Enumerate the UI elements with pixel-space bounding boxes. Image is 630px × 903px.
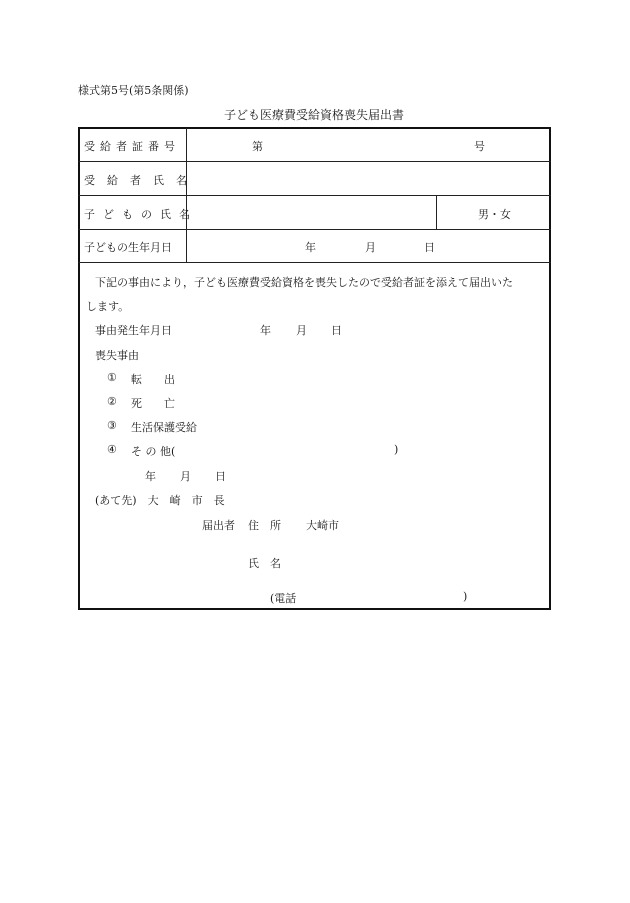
label-child-name: 子どもの氏名 bbox=[84, 208, 198, 221]
addressee: (あて先) 大 崎 市 長 bbox=[95, 494, 225, 507]
applicant-name-field[interactable] bbox=[290, 550, 540, 572]
reason-3-text: 生活保護受給 bbox=[131, 421, 197, 434]
submit-year-unit: 年 bbox=[145, 470, 156, 483]
certificate-number-suffix: 号 bbox=[474, 140, 485, 153]
row-divider bbox=[78, 161, 551, 162]
reason-2-number[interactable]: ② bbox=[107, 395, 117, 408]
row-divider bbox=[78, 195, 551, 196]
reason-4-text: そ の 他( bbox=[131, 445, 176, 458]
reasons-label: 喪失事由 bbox=[95, 349, 139, 362]
certificate-number-prefix: 第 bbox=[252, 140, 263, 153]
label-child-birthdate: 子どもの生年月日 bbox=[84, 241, 172, 254]
recipient-name-field[interactable] bbox=[190, 165, 545, 191]
reason-1-number[interactable]: ① bbox=[107, 371, 117, 384]
address-field[interactable] bbox=[345, 513, 540, 533]
birth-month-unit: 月 bbox=[365, 241, 376, 254]
phone-close: ) bbox=[463, 590, 468, 603]
certificate-number-field[interactable] bbox=[266, 132, 466, 156]
submit-month-unit: 月 bbox=[180, 470, 191, 483]
reason-4-number[interactable]: ④ bbox=[107, 443, 117, 456]
address-label: 住 所 bbox=[248, 519, 281, 532]
name-label: 氏 名 bbox=[248, 557, 281, 570]
reason-3-number[interactable]: ③ bbox=[107, 419, 117, 432]
statement-line-2: します。 bbox=[86, 300, 130, 313]
reason-1-text: 転 出 bbox=[131, 373, 175, 386]
event-date-label: 事由発生年月日 bbox=[95, 324, 172, 337]
birth-year-unit: 年 bbox=[305, 241, 316, 254]
reason-2-text: 死 亡 bbox=[131, 397, 175, 410]
gender-options[interactable]: 男・女 bbox=[478, 208, 511, 221]
other-reason-field[interactable] bbox=[190, 440, 390, 458]
reason-4-close: ) bbox=[394, 443, 399, 456]
form-number: 様式第5号(第5条関係) bbox=[78, 84, 189, 97]
row-divider bbox=[78, 262, 551, 263]
page-title: 子ども医療費受給資格喪失届出書 bbox=[224, 108, 405, 122]
event-day-unit: 日 bbox=[331, 324, 342, 337]
label-recipient-name: 受給者氏名 bbox=[84, 174, 199, 187]
applicant-label: 届出者 bbox=[202, 519, 235, 532]
label-certificate-number: 受給者証番号 bbox=[84, 140, 180, 153]
column-divider bbox=[436, 195, 437, 229]
phone-open: (電話 bbox=[270, 592, 297, 605]
submit-day-unit: 日 bbox=[215, 470, 226, 483]
column-divider bbox=[186, 128, 187, 262]
event-month-unit: 月 bbox=[296, 324, 307, 337]
statement-line-1: 下記の事由により，子ども医療費受給資格を喪失したので受給者証を添えて届出いた bbox=[95, 276, 513, 289]
event-year-unit: 年 bbox=[260, 324, 271, 337]
birth-day-unit: 日 bbox=[424, 241, 435, 254]
phone-field[interactable] bbox=[305, 586, 460, 604]
row-divider bbox=[78, 229, 551, 230]
child-name-field[interactable] bbox=[190, 199, 432, 225]
address-city: 大崎市 bbox=[306, 519, 339, 532]
